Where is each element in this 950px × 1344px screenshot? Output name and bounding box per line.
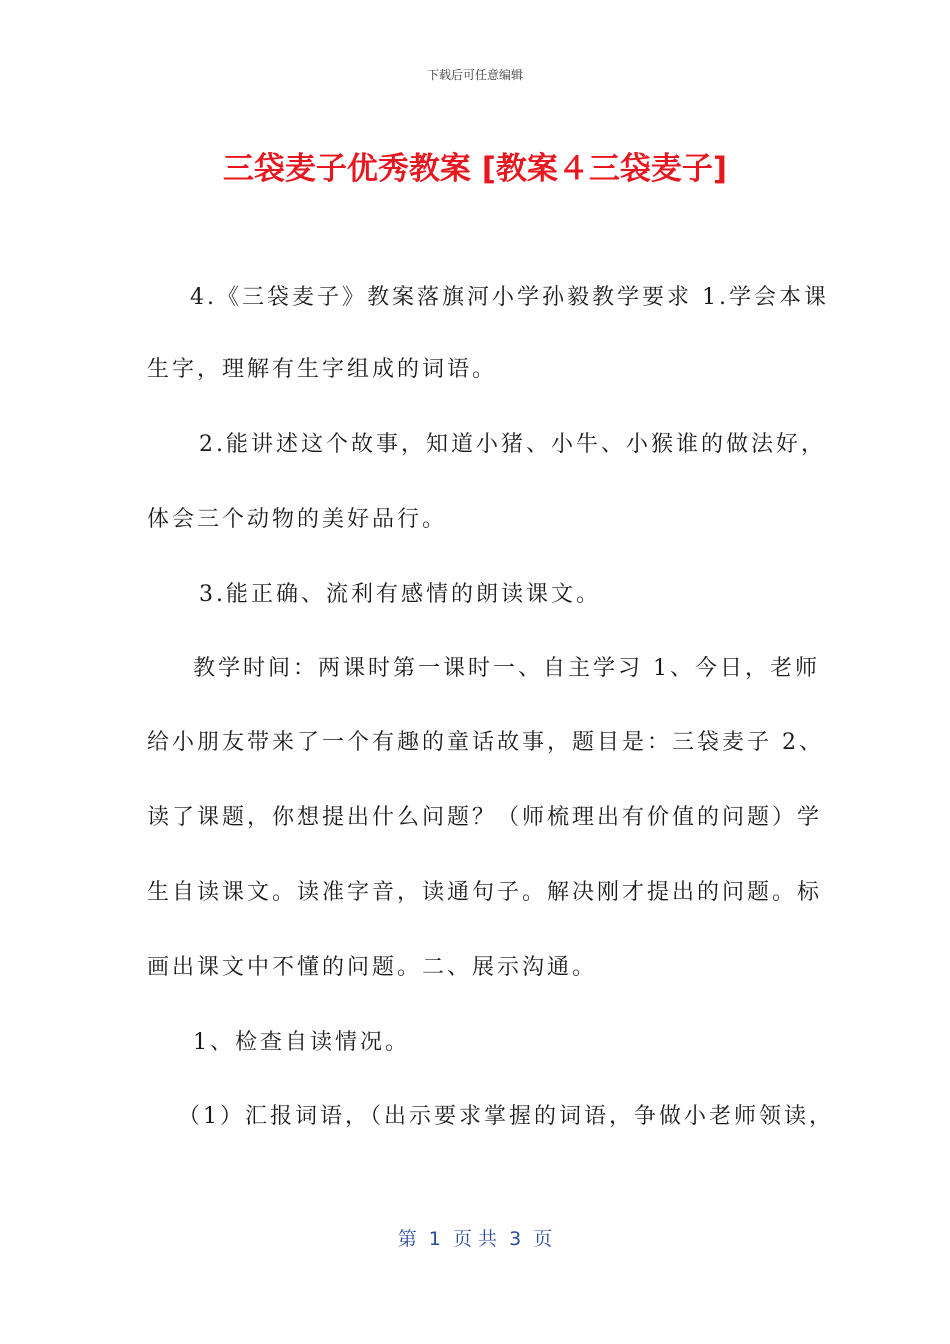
body-line-8: 读了课题，你想提出什么问题？（师梳理出有价值的问题）学 — [147, 805, 823, 830]
page-number-footer: 第 1 页 共 3 页 — [397, 1228, 553, 1250]
body-line-3: 2.能讲述这个故事，知道小猪、小牛、小猴谁的做法好， — [199, 432, 826, 457]
header-note: 下载后可任意编辑 — [426, 68, 523, 82]
body-line-10: 画出课文中不懂的问题。二、展示沟通。 — [147, 955, 598, 980]
document-title: 三袋麦子优秀教案 [教案４三袋麦子] — [222, 151, 728, 187]
body-line-11: 1、检查自读情况。 — [193, 1030, 410, 1055]
body-line-5: 3.能正确、流利有感情的朗读课文。 — [199, 582, 601, 607]
body-line-9: 生自读课文。读准字音，读通句子。解决刚才提出的问题。标 — [147, 880, 823, 905]
body-line-12: （1）汇报词语，（出示要求掌握的词语，争做小老师领读， — [178, 1104, 834, 1129]
body-line-1: 4.《三袋麦子》教案落旗河小学孙毅教学要求 1.学会本课 — [190, 285, 829, 310]
body-line-6: 教学时间：两课时第一课时一、自主学习 1、今日，老师 — [193, 656, 820, 681]
body-line-4: 体会三个动物的美好品行。 — [147, 507, 448, 532]
body-line-2: 生字，理解有生字组成的词语。 — [147, 357, 498, 382]
body-line-7: 给小朋友带来了一个有趣的童话故事，题目是：三袋麦子 2、 — [147, 730, 824, 755]
